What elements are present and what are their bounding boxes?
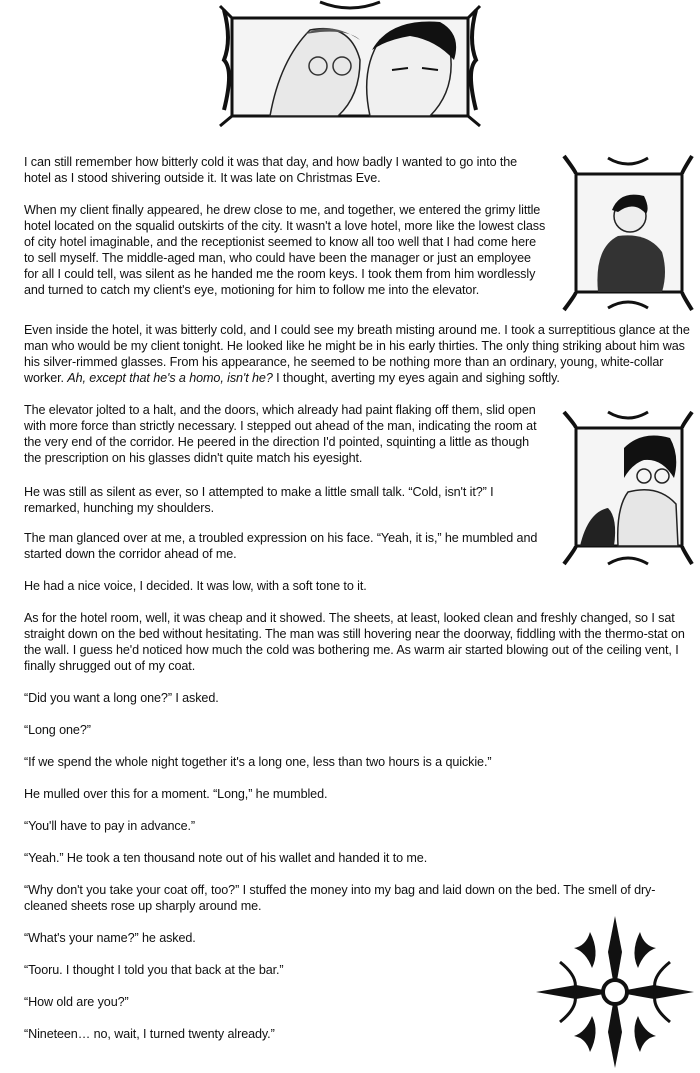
paragraph-7: He had a nice voice, I decided. It was low, with a soft tone to it. — [24, 579, 367, 593]
paragraph-17: “Tooru. I thought I told you that back at the bar.” — [24, 963, 284, 977]
paragraph-19: “Nineteen… no, wait, I turned twenty already.” — [24, 1027, 275, 1041]
paragraph-3-italic: Ah, except that he's a homo, isn't he? — [67, 371, 273, 385]
paragraph-2: When my client finally appeared, he drew close to me, and together, we entered the grimy little hotel located on the squalid outskirts of the city. It wasn't a love hotel, more like the lowest class of city hotel imaginable, and the receptionist seemed to know all too well that I had come here to sell myself. The middle-aged man, who could have been the manager or just an employee for all I could tell, was silent as he handed me the room keys. I took them from him wordlessly and turned to catch my client's eye, motioning for him to follow me into the elevator. — [24, 203, 546, 297]
paragraph-8: As for the hotel room, well, it was cheap and it showed. The sheets, at least, looked clean and freshly changed, so I sat straight down on the bed without hesitating. The man was still hovering near the doorway, fiddling with the thermo-stat on the wall. I guess he'd noticed how much the cold was bothering me. As warm air started blowing out of the ceiling vent, I finally shrugged out of my coat. — [24, 611, 685, 673]
paragraph-1: I can still remember how bitterly cold it was that day, and how badly I wanted to go into the hotel as I stood shivering outside it. It was late on Christmas Eve. — [24, 155, 518, 185]
paragraph-11: “If we spend the whole night together it's a long one, less than two hours is a quickie.” — [24, 755, 492, 769]
paragraph-4: The elevator jolted to a halt, and the doors, which already had paint flaking off them, slid open with more force than strictly necessary. I stepped out ahead of the man, indicating the room at the very end of the corridor. He peered in the direction I'd pointed, squinting a little as though the prescription on his glasses didn't quite match his eyesight. — [24, 403, 537, 465]
paragraph-10: “Long one?” — [24, 723, 91, 737]
paragraph-14: “Yeah.” He took a ten thousand note out of his wallet and handed it to me. — [24, 851, 428, 865]
paragraph-13: “You'll have to pay in advance.” — [24, 819, 195, 833]
right-frame-illustration-1 — [558, 152, 698, 314]
paragraph-3-text-b: I thought, averting my eyes again and sighing softly. — [272, 371, 560, 385]
paragraph-16: “What's your name?” he asked. — [24, 931, 196, 945]
top-banner-illustration — [210, 0, 490, 130]
paragraph-3 — [24, 322, 692, 386]
paragraph-5: He was still as silent as ever, so I attempted to make a little small talk. “Cold, isn't it?” I remarked, hunching my shoulders. — [24, 485, 494, 515]
paragraph-6: The man glanced over at me, a troubled expression on his face. “Yeah, it is,” he mumbled and started down the corridor ahead of me. — [24, 531, 538, 561]
paragraph-15: “Why don't you take your coat off, too?” I stuffed the money into my bag and laid down on the bed. The smell of dry-cleaned sheets rose up sharply around me. — [24, 883, 656, 913]
right-frame-illustration-2 — [558, 408, 698, 568]
man-with-glasses-portrait-icon — [558, 408, 698, 568]
two-men-portrait-icon — [210, 0, 490, 130]
paragraph-12: He mulled over this for a moment. “Long,” he mumbled. — [24, 787, 328, 801]
paragraph-3-text-a: Even inside the hotel, it was bitterly cold, and I could see my breath misting around me. I took a surreptitious glance at the man who would be my client tonight. He looked like he might be in his early thirties. The only thing striking about him was his silver-rimmed glasses. From his appearance, he seemed to be nothing more than an ordinary, young, white-collar worker. — [24, 323, 690, 385]
paragraph-9: “Did you want a long one?” I asked. — [24, 691, 219, 705]
paragraph-18: “How old are you?” — [24, 995, 129, 1009]
man-sitting-portrait-icon — [558, 152, 698, 314]
